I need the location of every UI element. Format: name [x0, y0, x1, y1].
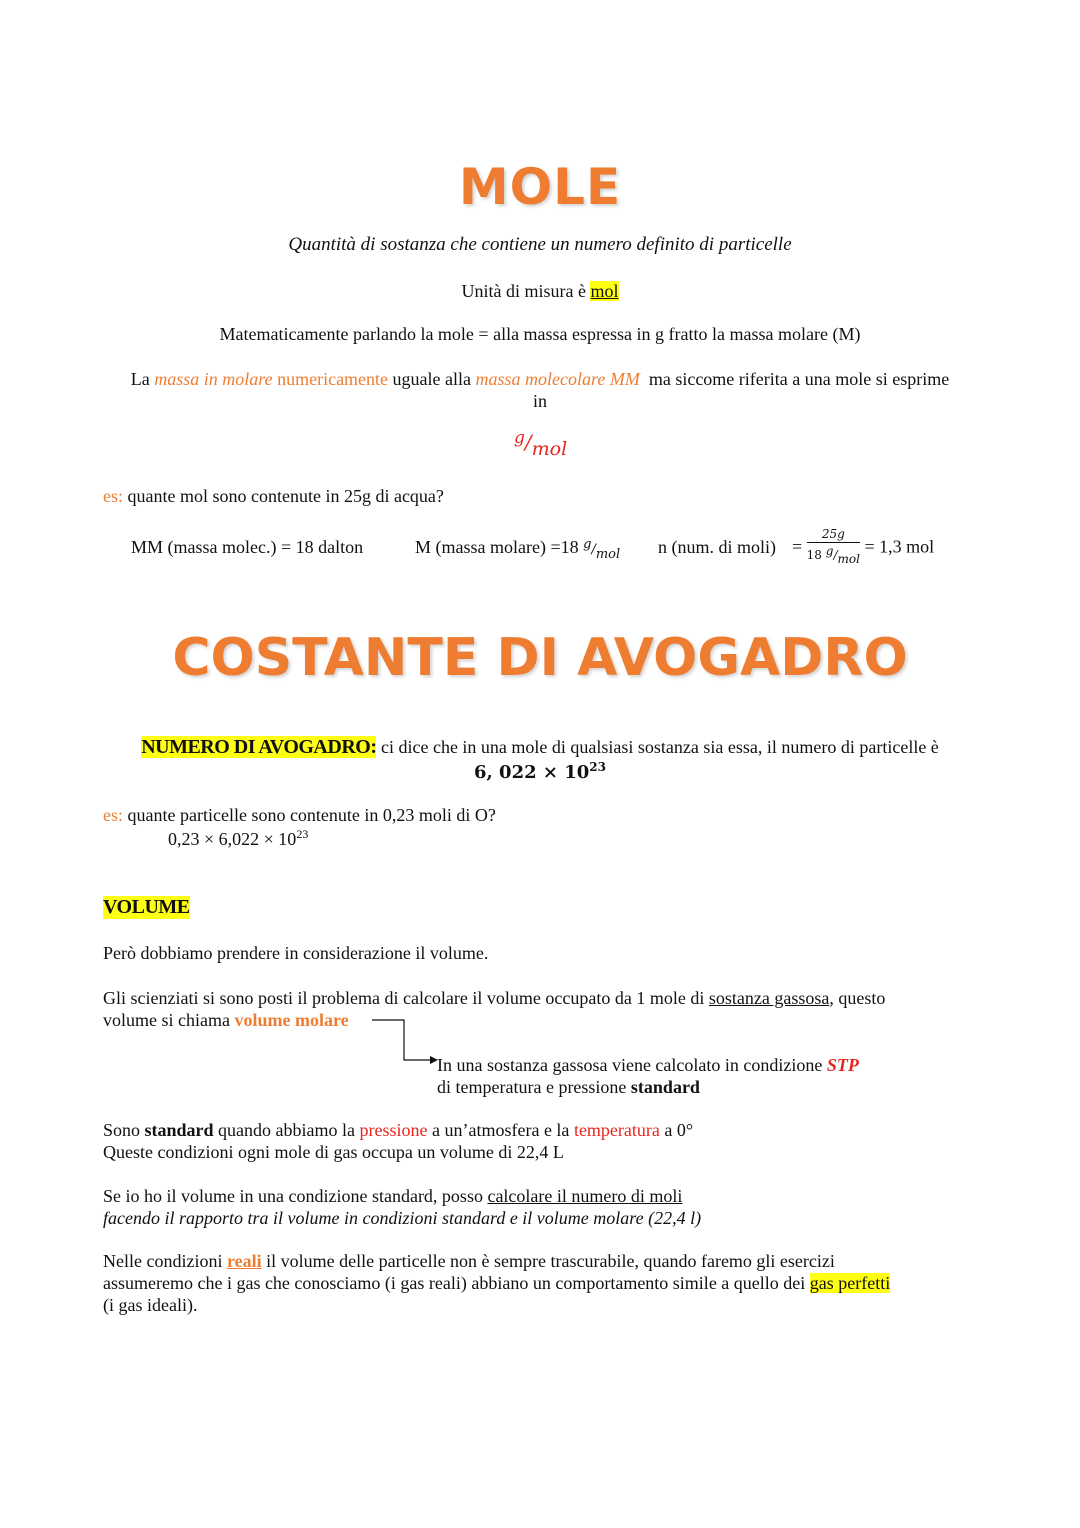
- molar-mass-p6: ma siccome riferita a una mole si esprime: [648, 369, 950, 389]
- volume-intro: Però dobbiamo prendere in considerazione il volume.: [103, 943, 489, 963]
- real-term: reali: [226, 1251, 262, 1271]
- unit-g-per-mol: g/mol: [514, 428, 568, 460]
- den-g: g: [825, 544, 834, 558]
- calc-m-unit-mol: mol: [595, 547, 621, 562]
- mole-math-line: Matematicamente parlando la mole = alla massa espressa in g fratto la massa molare (M): [219, 324, 861, 344]
- volume-p1b: sostanza gassosa: [708, 988, 830, 1008]
- fraction-denominator: 18 g/mol: [806, 544, 860, 566]
- fraction-numerator: 25g: [807, 527, 860, 543]
- std-pressione: pressione: [359, 1120, 428, 1140]
- real1a: Nelle condizioni: [103, 1251, 223, 1271]
- avogadro-label: NUMERO DI AVOGADRO:: [141, 736, 377, 758]
- avogadro-example-question: quante particelle sono contenute in 0,23 moli di O?: [127, 805, 496, 825]
- calc-m-prefix: M (massa molare) =18: [415, 537, 579, 557]
- real3: (i gas ideali).: [103, 1295, 198, 1315]
- mole-unit-prefix: Unità di misura è: [461, 281, 586, 301]
- avogadro-example-prefix: es:: [103, 805, 123, 825]
- real1c: il volume delle particelle non è sempre trascurabile, quando faremo gli esercizi: [266, 1251, 835, 1271]
- gas-perfetti: gas perfetti: [809, 1273, 891, 1293]
- arrow-connector: [370, 1018, 440, 1066]
- example-question: quante mol sono contenute in 25g di acqua?: [127, 486, 444, 506]
- constant-exp: 23: [589, 760, 606, 774]
- example-prefix: es:: [103, 486, 123, 506]
- calc-moles-paragraph: [103, 1185, 701, 1229]
- calc-m-unit-g: g: [583, 537, 592, 552]
- avogadro-constant: [0, 760, 1080, 783]
- volume-p2a: volume si chiama: [103, 1010, 230, 1030]
- calc-result: = 1,3 mol: [864, 536, 935, 557]
- stp-note: [437, 1054, 859, 1098]
- stp-standard: standard: [630, 1077, 700, 1097]
- mole-unit-line: [0, 281, 1080, 302]
- std-line2: Queste condizioni ogni mole di gas occupa un volume di 22,4 L: [103, 1142, 564, 1162]
- calc-mm: MM (massa molec.) = 18 dalton: [131, 537, 364, 557]
- unit-g: g: [514, 428, 525, 448]
- calc-n-eq: =: [792, 536, 803, 557]
- avogadro-example-calc: [168, 827, 308, 850]
- molar-mass-numerically: numericamente: [277, 369, 389, 389]
- fraction: [807, 527, 860, 567]
- volume-molar-term: volume molare: [234, 1010, 349, 1030]
- avogadro-title: COSTANTE DI AVOGADRO: [172, 628, 908, 688]
- volume-p1c: , questo: [829, 988, 886, 1008]
- std-c: quando abbiamo la: [218, 1120, 356, 1140]
- constant-base: 6, 022 × 10: [474, 762, 590, 783]
- calc-n: [658, 537, 776, 558]
- molecular-mass-term: massa molecolare MM: [475, 369, 640, 389]
- mole-example: [103, 486, 444, 507]
- den-mol: mol: [837, 552, 860, 566]
- calc1a: Se io ho il volume in una condizione standard, posso: [103, 1186, 483, 1206]
- molar-mass-p1: La: [130, 369, 150, 389]
- molar-mass-term: massa in molare: [154, 369, 273, 389]
- calc2: facendo il rapporto tra il volume in condizioni standard e il volume molare (22,4 l): [103, 1208, 702, 1228]
- stp-term: STP: [826, 1055, 859, 1075]
- avogadro-definition: [0, 736, 1080, 759]
- example-calc-base: 0,23 × 6,022 × 10: [168, 829, 297, 849]
- std-g: a 0°: [664, 1120, 694, 1140]
- mole-title: MOLE: [458, 158, 622, 216]
- molar-mass-paragraph: [0, 368, 1080, 412]
- real-gases-paragraph: [103, 1250, 890, 1316]
- stp-text-c: di temperatura e pressione: [437, 1077, 627, 1097]
- molar-mass-p4: uguale alla: [392, 369, 472, 389]
- calc-molar-mass: M (massa molare) =18 $^g/_{mol}$: [415, 537, 621, 562]
- volume-heading: VOLUME: [103, 896, 190, 918]
- real2a: assumeremo che i gas che conosciamo (i gas reali) abbiano un comportamento simile a quello dei: [103, 1273, 806, 1293]
- mole-definition: Quantità di sostanza che contiene un numero definito di particelle: [288, 234, 792, 255]
- volume-molar-paragraph: [103, 987, 885, 1031]
- calc-fraction: [792, 527, 934, 567]
- stp-text-a: In una sostanza gassosa viene calcolato in condizione: [437, 1055, 823, 1075]
- molar-mass-p7: in: [532, 391, 547, 411]
- volume-p1a: Gli scienziati si sono posti il problema di calcolare il volume occupato da 1 mole di: [103, 988, 705, 1008]
- std-a: Sono: [103, 1120, 141, 1140]
- mole-unit-value: mol: [590, 281, 619, 301]
- calc-n-prefix: n (num. di moli): [658, 537, 776, 557]
- avogadro-text: ci dice che in una mole di qualsiasi sostanza sia essa, il numero di particelle è: [380, 737, 939, 757]
- std-temperatura: temperatura: [573, 1120, 660, 1140]
- example-calc-exp: 23: [296, 827, 309, 841]
- avogadro-example: [103, 805, 496, 826]
- standard-conditions: [103, 1119, 693, 1163]
- std-b: standard: [144, 1120, 214, 1140]
- calc1b: calcolare il numero di moli: [487, 1186, 683, 1206]
- unit-mol: mol: [531, 438, 568, 460]
- std-e: a un’atmosfera e la: [432, 1120, 570, 1140]
- den-num: 18: [806, 548, 822, 562]
